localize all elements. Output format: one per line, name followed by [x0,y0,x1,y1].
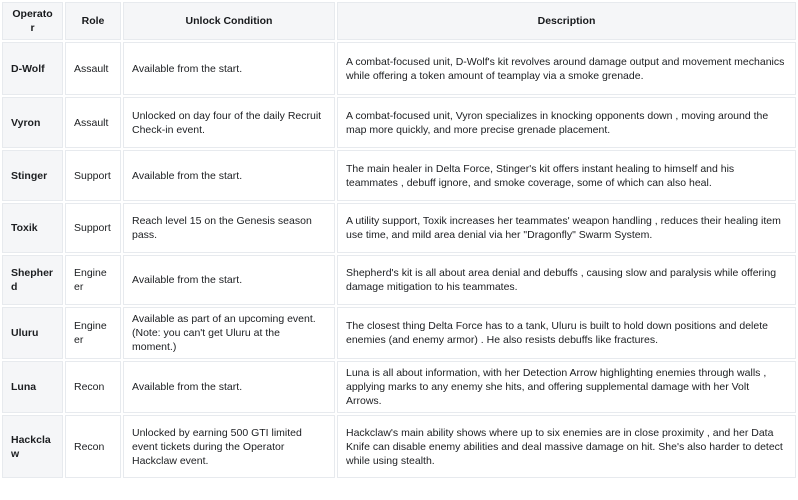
table-row [2,97,796,148]
table-row [2,307,796,359]
operator-name: Shepherd [2,255,63,305]
column-header-operator: Operator [2,2,63,40]
operator-description: A combat-focused unit, D-Wolf's kit revolves around damage output and movement mechanics while offering a token amount of teamplay via a smoke grenade. [337,42,796,95]
column-header-description: Description [337,2,796,40]
operator-name: D-Wolf [2,42,63,95]
table-header-row [2,2,796,40]
unlock-condition: Unlocked on day four of the daily Recruit Check-in event. [123,97,335,148]
operator-role: Recon [65,361,121,413]
operator-name: Vyron [2,97,63,148]
operator-name: Luna [2,361,63,413]
operator-role: Assault [65,97,121,148]
operator-description: The closest thing Delta Force has to a tank, Uluru is built to hold down positions and delete enemies (and enemy armor) . He also resists debuffs like fractures. [337,307,796,359]
operator-role: Engineer [65,307,121,359]
operator-role: Assault [65,42,121,95]
unlock-condition: Unlocked by earning 500 GTI limited event tickets during the Operator Hackclaw event. [123,415,335,478]
operator-role: Recon [65,415,121,478]
operator-description: The main healer in Delta Force, Stinger's kit offers instant healing to himself and his teammates , debuff ignore, and smoke coverage, some of which can also heal. [337,150,796,201]
operator-name: Hackclaw [2,415,63,478]
operator-description: A utility support, Toxik increases her teammates' weapon handling , reduces their healing item use time, and mild area denial via her "Dragonfly" Swarm System. [337,203,796,253]
operator-name: Toxik [2,203,63,253]
operator-name: Stinger [2,150,63,201]
column-header-unlock-condition: Unlock Condition [123,2,335,40]
table-row [2,203,796,253]
column-header-role: Role [65,2,121,40]
table-row [2,255,796,305]
operator-role: Support [65,203,121,253]
operator-role: Support [65,150,121,201]
unlock-condition: Available from the start. [123,150,335,201]
operator-description: Hackclaw's main ability shows where up to six enemies are in close proximity , and her Data Knife can disable enemy abilities and deal massive damage on hit. She's also harder to detect while using stealth. [337,415,796,478]
operator-name: Uluru [2,307,63,359]
operator-description: Shepherd's kit is all about area denial and debuffs , causing slow and paralysis while offering damage mitigation to his teammates. [337,255,796,305]
unlock-condition: Available from the start. [123,361,335,413]
table-row [2,361,796,413]
unlock-condition: Reach level 15 on the Genesis season pass. [123,203,335,253]
unlock-condition: Available as part of an upcoming event. (Note: you can't get Uluru at the moment.) [123,307,335,359]
unlock-condition: Available from the start. [123,255,335,305]
unlock-condition: Available from the start. [123,42,335,95]
table-row [2,415,796,478]
operator-description: Luna is all about information, with her Detection Arrow highlighting enemies through walls , applying marks to any enemy she hits, and offering supplemental damage with her Volt Arrows. [337,361,796,413]
operator-description: A combat-focused unit, Vyron specializes in knocking opponents down , moving around the map more quickly, and more precise grenade placement. [337,97,796,148]
table-row [2,42,796,95]
operator-role: Engineer [65,255,121,305]
table-row [2,150,796,201]
